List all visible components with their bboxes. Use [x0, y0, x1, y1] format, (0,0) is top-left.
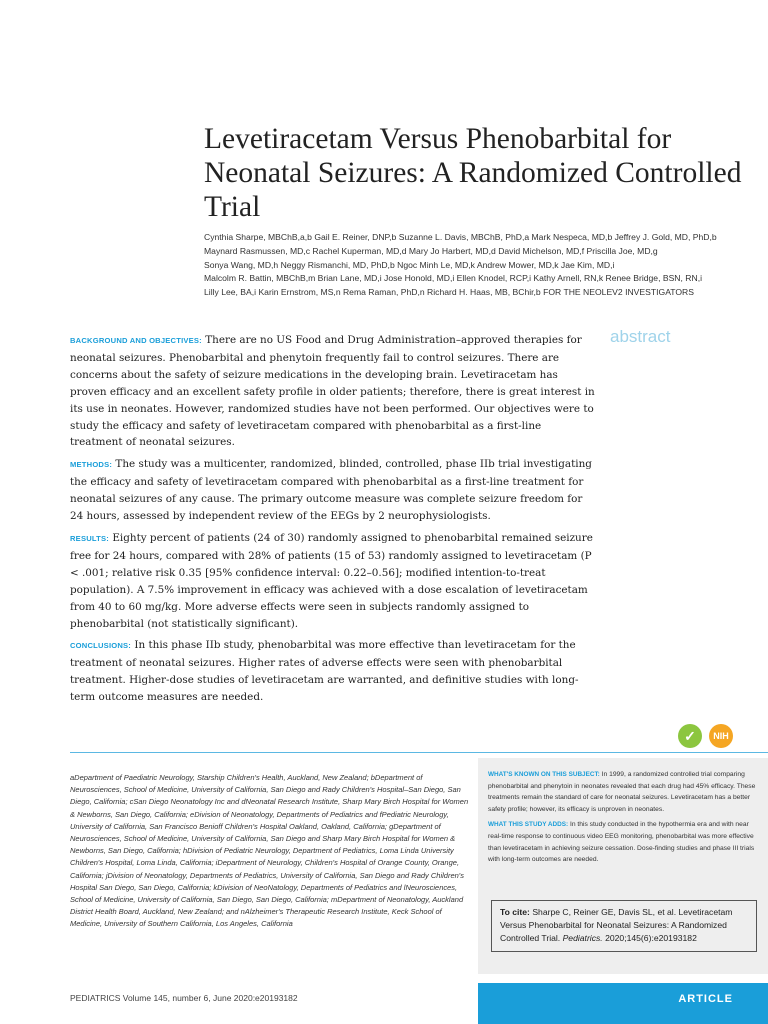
affiliations: aDepartment of Paediatric Neurology, Starship Children's Health, Auckland, New Zealand; bDepartment of Neurosciences, School of Medicine, University of California, San Diego and Rady Children's Hospital–San Diego, San Diego, California; cSan Diego Neonatology Inc and dNeonatal Research Institute, Sharp Mary Birch Hospital for Women & Newborns, San Diego, California; eDivision of Neonatology, Departments of Pediatrics and fPediatric Neurology, University of California, San Francisco Benioff Children's Hospital Oakland, Oakland, California; gDepartment of Neurosciences, School of Medicine, University of California, San Diego and Sharp Mary Birch Hospital for Women & Newborns, San Diego, California; hDivision of Pediatric Neurology, Department of Pediatrics, Loma Linda University Children's Hospital, Loma Linda, California; iDepartment of Neurology, Children's Hospital of Orange County, Orange, California; jDivision of Neonatology, Departments of Pediatrics, University of California, San Diego and Rady Children's Hospital San Diego, San Diego, California; kDivision of NeoNatology, Departments of Pediatrics and lNeurosciences, School of Medicine, University of California, San Diego, San Diego, California; mDepartment of Neonatology, Auckland District Health Board, Auckland, New Zealand; and nAlzheimer's Therapeutic Research Institute, Keck School of Medicine, University of Southern California, Los Angeles, California [70, 773, 469, 929]
cite-ref: 2020;145(6):e20193182 [605, 933, 697, 944]
cite-label: To cite: [500, 907, 530, 917]
conclusions-label: CONCLUSIONS: [70, 641, 132, 651]
known-paragraph [488, 769, 760, 815]
cite-text: Sharpe C, Reiner GE, Davis SL, et al. Levetiracetam Versus Phenobarbital for Neonatal Seizures: A Randomized Controlled Trial. [500, 907, 733, 944]
sidebar-text [488, 769, 760, 870]
adds-label: WHAT THIS STUDY ADDS: [488, 821, 569, 829]
results-label: RESULTS: [70, 533, 110, 543]
adds-text: In this study conducted in the hypothermia era and with near real-time response to continuous video EEG monitoring, phenobarbital was more effective than levetiracetam in achieving seizure cessation. Dose-finding studies and phase III trials with long-term outcomes are needed. [488, 821, 755, 864]
abstract-methods [70, 456, 596, 525]
page-footer: PEDIATRICS Volume 145, number 6, June 2020:e20193182 [70, 993, 298, 1003]
nih-icon: NIH [709, 724, 733, 748]
cite-journal: Pediatrics. [562, 933, 603, 944]
abstract-background [70, 332, 596, 451]
summary-sidebar [478, 758, 768, 974]
methods-label: METHODS: [70, 460, 113, 470]
article-type-bar: ARTICLE [478, 983, 768, 1024]
abstract-conclusions [70, 637, 596, 706]
background-text: There are no US Food and Drug Administration–approved therapies for neonatal seizures. Phenobarbital and phenytoin frequently fail to control seizures. There are concerns about the safety of seizure medications in the developing brain. Levetiracetam has proven efficacy and an excellent safety profile in older patients; therefore, there is great interest in its use in neonates. However, randomized studies have not been performed. Our objectives were to study the efficacy and safety of levetiracetam compared with phenobarbital as a first-line treatment of neonatal seizures. [70, 334, 595, 449]
citation-box [491, 900, 757, 952]
article-title: Levetiracetam Versus Phenobarbital for Neonatal Seizures: A Randomized Controlled Trial [204, 123, 742, 223]
section-divider [70, 752, 768, 753]
methods-text: The study was a multicenter, randomized, blinded, controlled, phase IIb trial investigating the efficacy and safety of levetiracetam compared with phenobarbital as a first-line treatment for neonatal seizures of any cause. The primary outcome measure was complete seizure freedom for 24 hours, assessed by independent review of the EEGs by 2 neurophysiologists. [70, 458, 592, 523]
abstract-tag: abstract [610, 327, 671, 346]
known-text: In 1999, a randomized controlled trial comparing phenobarbital and phenytoin in neonates revealed that each drug had 45% efficacy. These treatments remain the standard of care for neonatal seizures. Levetiracetam has a better safety profile; however, its efficacy is unproven in neonates. [488, 771, 756, 813]
author-list: Cynthia Sharpe, MBChB,a,b Gail E. Reiner, DNP,b Suzanne L. Davis, MBChB, PhD,a Mark Nespeca, MD,b Jeffrey J. Gold, MD, PhD,b Maynard Rasmussen, MD,c Rachel Kuperman, MD,d Mary Jo Harbert, MD,d David Michelson, MD,f Priscilla Joe, MD,g Sonya Wang, MD,h Neggy Rismanchi, MD, PhD,b Ngoc Minh Le, MD,k Andrew Mower, MD,k Jae Kim, MD,i Malcolm R. Battin, MBChB,m Brian Lane, MD,i Jose Honold, MD,i Ellen Knodel, RCP,i Kathy Arnell, RN,k Renee Bridge, BSN, RN,i Lilly Lee, BA,i Karin Ernstrom, MS,n Rema Raman, PhD,n Richard H. Haas, MB, BChir,b FOR THE NEOLEV2 INVESTIGATORS [204, 232, 717, 298]
background-label: BACKGROUND AND OBJECTIVES: [70, 336, 202, 345]
abstract [70, 332, 596, 711]
abstract-results [70, 530, 596, 632]
free-access-icon: ✓ [678, 724, 702, 748]
known-label: WHAT'S KNOWN ON THIS SUBJECT: [488, 771, 600, 778]
results-text: Eighty percent of patients (24 of 30) randomly assigned to phenobarbital remained seizure free for 24 hours, compared with 28% of patients (15 of 53) randomly assigned to levetiracetam (P < .001; relative risk 0.35 [95% confidence interval: 0.22–0.56]; modified intention-to-treat population). A 7.5% improvement in efficacy was achieved with a dose escalation of levetiracetam from 40 to 60 mg/kg. More adverse effects were seen in subjects randomly assigned to phenobarbital (not statistically significant). [70, 531, 593, 630]
conclusions-text: In this phase IIb study, phenobarbital was more effective than levetiracetam for the treatment of neonatal seizures. Higher rates of adverse effects were seen with phenobarbital treatment. Higher-dose studies of levetiracetam are warranted, and definitive studies with long-term outcome measures are needed. [70, 639, 579, 704]
adds-paragraph [488, 819, 760, 865]
